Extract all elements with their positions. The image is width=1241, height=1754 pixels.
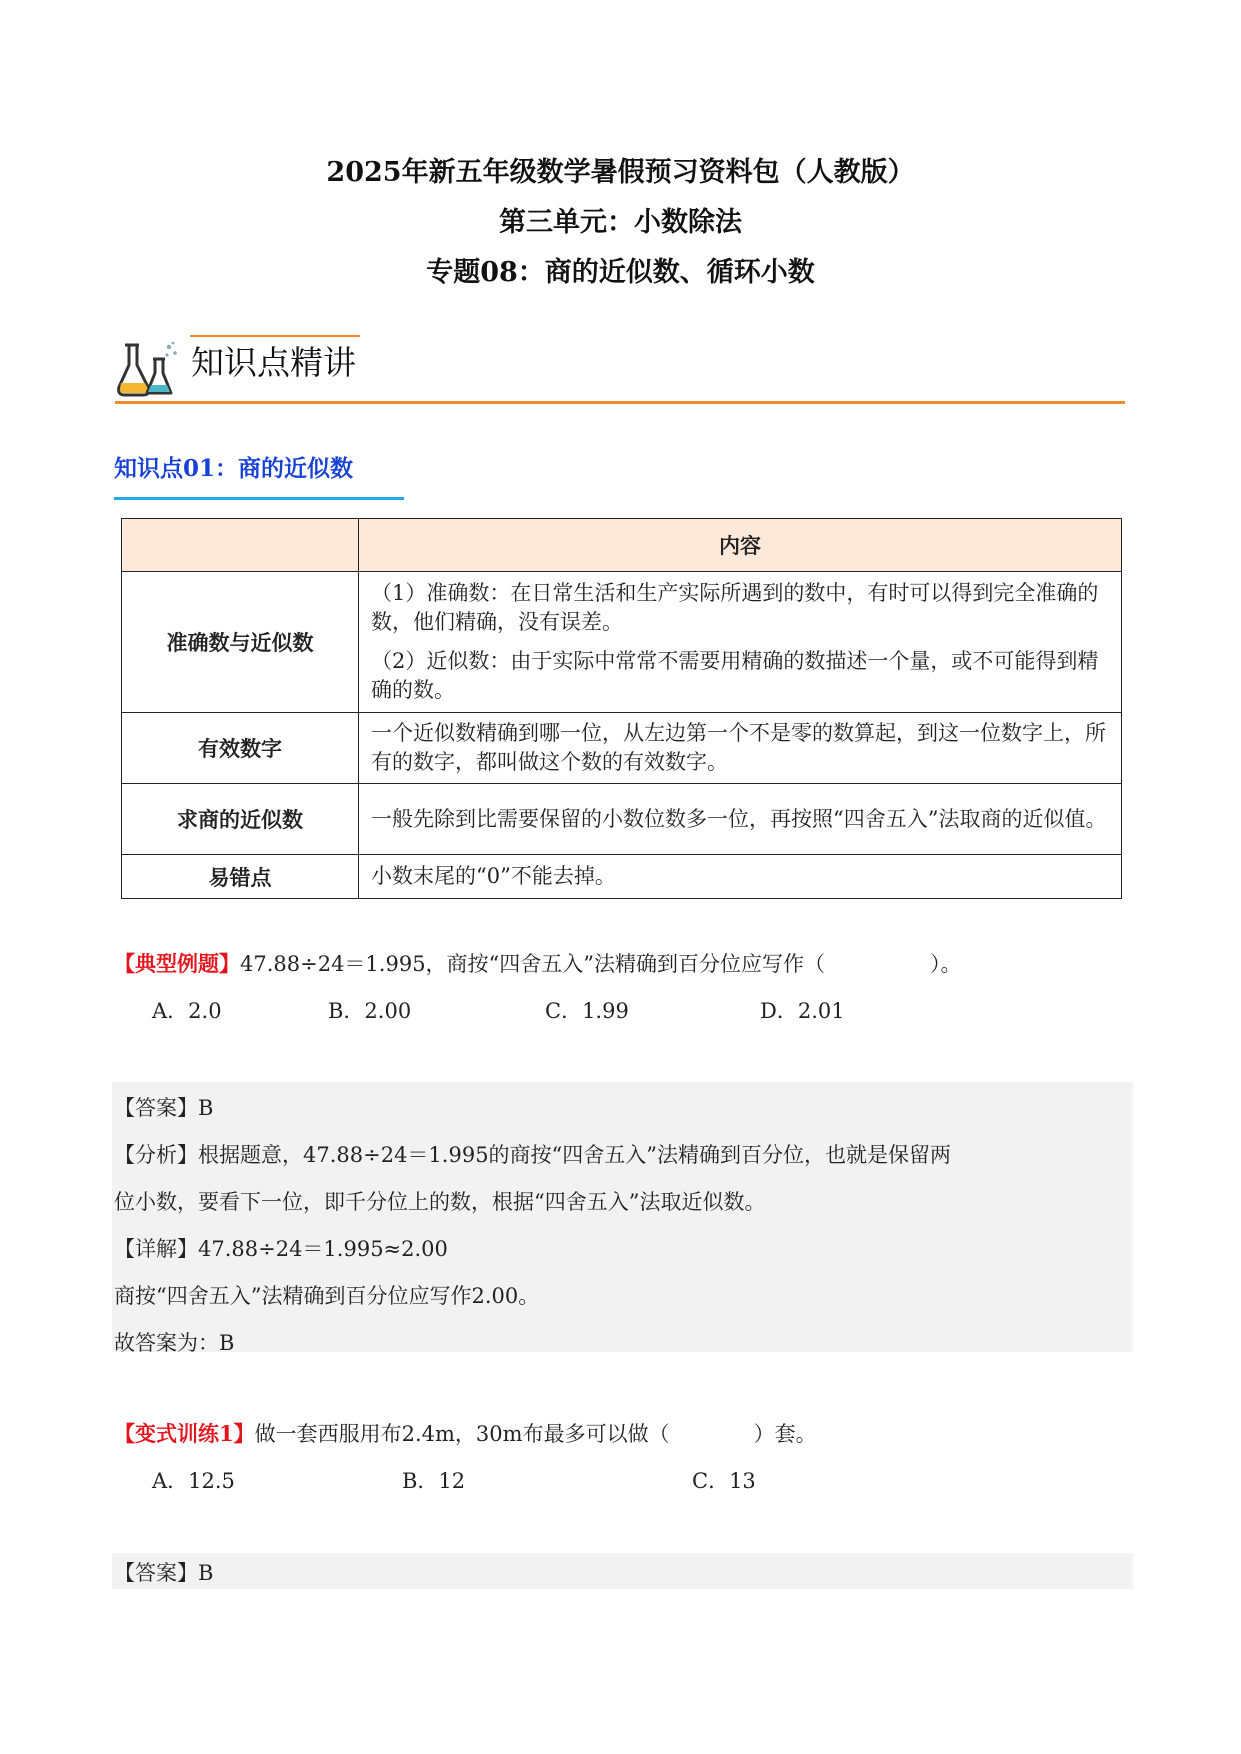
option-b: B．2.00 bbox=[328, 999, 412, 1023]
row-label: 准确数与近似数 bbox=[122, 572, 359, 713]
example-tag: 【典型例题】 bbox=[114, 951, 240, 976]
row-paragraph: （2）近似数：由于实际中常常不需要用精确的数描述一个量，或不可能得到精确的数。 bbox=[371, 649, 1099, 702]
variant-question bbox=[114, 1418, 817, 1448]
detail-line: 【详解】47.88÷24＝1.995≈2.00 bbox=[114, 1237, 448, 1261]
knowledge-table bbox=[121, 518, 1122, 899]
variant-solution-box bbox=[112, 1553, 1133, 1589]
table-row bbox=[122, 572, 1122, 713]
document-title-block bbox=[0, 148, 1241, 298]
example-question bbox=[114, 948, 962, 978]
option-a: A．12.5 bbox=[152, 1469, 235, 1493]
document-title: 2025年新五年级数学暑假预习资料包（人教版） bbox=[326, 157, 915, 188]
row-paragraph: 一般先除到比需要保留的小数位数多一位，再按照“四舍五入”法取商的近似值。 bbox=[371, 806, 1107, 831]
detail-line: 商按“四舍五入”法精确到百分位应写作2.00。 bbox=[114, 1284, 540, 1308]
option-d: D．2.01 bbox=[760, 999, 845, 1023]
row-paragraph: 一个近似数精确到哪一位，从左边第一个不是零的数算起，到这一位数字上，所有的数字，都叫做这个数的有效数字。 bbox=[371, 721, 1106, 774]
knowledge-point-underline bbox=[114, 497, 404, 500]
final-answer-line: 故答案为：B bbox=[114, 1331, 235, 1355]
row-paragraph: 小数末尾的“0”不能去掉。 bbox=[371, 864, 616, 888]
row-content bbox=[359, 855, 1122, 899]
table-header-content: 内容 bbox=[359, 519, 1122, 572]
answer-line: 【答案】B bbox=[114, 1096, 214, 1120]
row-content bbox=[359, 572, 1122, 713]
example-solution-box bbox=[112, 1082, 1133, 1355]
chemistry-flask-icon bbox=[115, 339, 185, 401]
option-c: C．1.99 bbox=[545, 999, 629, 1023]
knowledge-point-title: 知识点01：商的近似数 bbox=[114, 455, 354, 482]
topic-title: 专题08：商的近似数、循环小数 bbox=[426, 257, 815, 288]
table-row bbox=[122, 713, 1122, 784]
answer-line: 【答案】B bbox=[114, 1561, 214, 1585]
table-row bbox=[122, 855, 1122, 899]
variant-question-text: 做一套西服用布2.4m，30m布最多可以做（ ）套。 bbox=[254, 1422, 817, 1446]
variant-tag: 【变式训练1】 bbox=[114, 1421, 255, 1446]
analysis-line: 【分析】根据题意，47.88÷24＝1.995的商按“四舍五入”法精确到百分位，也就是保留两 bbox=[114, 1143, 952, 1167]
row-paragraph: （1）准确数：在日常生活和生产实际所遇到的数中，有时可以得到完全准确的数，他们精确，没有误差。 bbox=[371, 581, 1099, 634]
example-question-text: 47.88÷24＝1.995，商按“四舍五入”法精确到百分位应写作（ ）。 bbox=[240, 952, 962, 976]
table-row bbox=[122, 784, 1122, 855]
analysis-line: 位小数，要看下一位，即千分位上的数，根据“四舍五入”法取近似数。 bbox=[114, 1190, 766, 1214]
row-label: 易错点 bbox=[122, 855, 359, 899]
row-label: 有效数字 bbox=[122, 713, 359, 784]
option-c: C．13 bbox=[692, 1469, 756, 1493]
row-label: 求商的近似数 bbox=[122, 784, 359, 855]
unit-title: 第三单元：小数除法 bbox=[499, 207, 742, 238]
section-banner bbox=[115, 335, 1125, 405]
option-a: A．2.0 bbox=[152, 999, 222, 1023]
table-header-row bbox=[122, 519, 1122, 572]
banner-divider bbox=[115, 401, 1125, 404]
row-content bbox=[359, 784, 1122, 855]
banner-label: 知识点精讲 bbox=[191, 343, 356, 382]
row-content bbox=[359, 713, 1122, 784]
option-b: B．12 bbox=[402, 1469, 466, 1493]
table-header-left bbox=[122, 519, 359, 572]
